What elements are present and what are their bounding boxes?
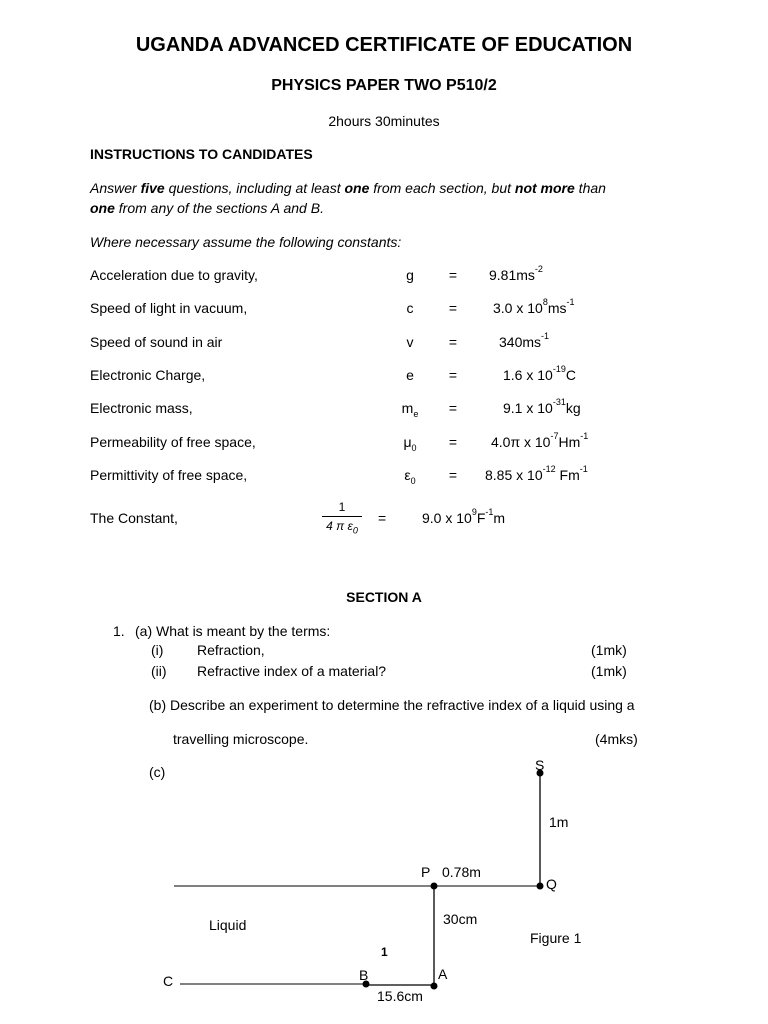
- value-sup: -19: [552, 364, 566, 374]
- point-P: [431, 883, 438, 890]
- point-A: [431, 983, 438, 990]
- label-S: S: [535, 757, 545, 773]
- value-sup: 9: [471, 507, 477, 517]
- q1-part-c: (c): [149, 764, 166, 780]
- label-mark-1: 1: [381, 945, 388, 959]
- label-depth: 30cm: [443, 911, 478, 927]
- q1-a-i-marks: (1mk): [591, 642, 627, 658]
- constant-equals: =: [448, 334, 458, 350]
- label-liquid: Liquid: [209, 917, 247, 933]
- constant-name: Speed of light in vacuum,: [90, 300, 248, 316]
- q1-part-a: (a) What is meant by the terms:: [135, 623, 331, 639]
- denominator-text: 4 π ε: [326, 519, 353, 533]
- value-suffix: kg: [565, 400, 581, 416]
- value-sup: 8: [542, 297, 548, 307]
- q1-a-i-num: (i): [151, 642, 164, 658]
- symbol-text: μ: [403, 434, 412, 450]
- q1-part-b-line2: travelling microscope.: [173, 731, 309, 747]
- instr-text: than: [574, 180, 606, 196]
- label-Q: Q: [546, 876, 557, 892]
- fraction-numerator: 1: [338, 500, 346, 514]
- constant-equals: =: [448, 467, 458, 483]
- instr-text: questions, including at least: [164, 180, 345, 196]
- q1-part-b-marks: (4mks): [595, 731, 638, 747]
- constant-equals: =: [448, 400, 458, 416]
- constant-name: Permittivity of free space,: [90, 467, 248, 483]
- symbol-text: c: [406, 300, 414, 316]
- value-value: 1.6 x 10: [503, 367, 553, 383]
- q1-part-b-line1: (b) Describe an experiment to determine the refractive index of a liquid using a: [149, 697, 635, 713]
- constant-name: Acceleration due to gravity,: [90, 267, 258, 283]
- paper-title: PHYSICS PAPER TWO P510/2: [271, 77, 497, 94]
- label-dist-BA: 15.6cm: [377, 988, 423, 1004]
- value-sup2: -1: [566, 297, 575, 307]
- label-dist-SQ: 1m: [549, 814, 569, 830]
- instr-bold: five: [140, 180, 165, 196]
- label-A: A: [438, 966, 448, 982]
- value-sup: -12: [542, 464, 556, 474]
- exam-title: UGANDA ADVANCED CERTIFICATE OF EDUCATION: [135, 34, 633, 56]
- constant-equals: =: [448, 300, 458, 316]
- instructions-heading: INSTRUCTIONS TO CANDIDATES: [90, 146, 313, 162]
- instr-text: Answer: [90, 180, 141, 196]
- value-sup2: -1: [580, 431, 589, 441]
- q1-number: 1.: [113, 623, 125, 639]
- instr-bold: one: [90, 200, 115, 216]
- symbol-sub: 0: [411, 442, 417, 453]
- label-B: B: [359, 967, 369, 983]
- figure-caption: Figure 1: [530, 930, 582, 946]
- label-C: C: [163, 973, 174, 989]
- value-value: 9.1 x 10: [503, 400, 553, 416]
- constant-name: Permeability of free space,: [90, 434, 256, 450]
- value-suffix: Fm: [555, 467, 580, 483]
- constant-name: Electronic mass,: [90, 400, 193, 416]
- instr-text: from each section, but: [369, 180, 515, 196]
- value-value: 9.81ms: [489, 267, 535, 283]
- constant-label: The Constant,: [90, 510, 178, 526]
- value-suffix: C: [565, 367, 576, 383]
- constant-equals: =: [448, 267, 458, 283]
- instr-text: from any of the sections A and B.: [114, 200, 324, 216]
- section-heading: SECTION A: [346, 589, 422, 605]
- constant-name: Speed of sound in air: [90, 334, 223, 350]
- instr-bold: one: [344, 180, 370, 196]
- value-sup: -2: [534, 264, 543, 274]
- symbol-sub: e: [413, 408, 419, 419]
- constant-equals: =: [448, 367, 458, 383]
- label-P: P: [421, 864, 431, 880]
- value-value: 340ms: [499, 334, 542, 350]
- constants-intro: Where necessary assume the following constants:: [90, 234, 402, 250]
- constant-name: Electronic Charge,: [90, 367, 206, 383]
- value-unit2: m: [493, 510, 506, 526]
- value-sup: -1: [541, 331, 550, 341]
- constant-equals: =: [448, 434, 458, 450]
- symbol-text: g: [406, 267, 414, 283]
- value-value: 4.0π x 10: [491, 434, 551, 450]
- value-text: 9.0 x 10: [422, 510, 472, 526]
- denominator-sub: 0: [352, 525, 358, 536]
- value-sup2: -1: [579, 464, 588, 474]
- value-suffix: Hm: [558, 434, 581, 450]
- q1-a-i-text: Refraction,: [197, 642, 265, 658]
- value-unit: F: [476, 510, 486, 526]
- value-sup: -7: [550, 431, 559, 441]
- q1-a-ii-text: Refractive index of a material?: [197, 663, 387, 679]
- instr-bold: not more: [514, 180, 575, 196]
- duration: 2hours 30minutes: [328, 113, 440, 129]
- value-value: 8.85 x 10: [485, 467, 543, 483]
- symbol-text: e: [406, 367, 414, 383]
- symbol-sub: 0: [410, 475, 416, 486]
- q1-a-ii-marks: (1mk): [591, 663, 627, 679]
- value-sup: -31: [552, 397, 566, 407]
- value-suffix: ms: [547, 300, 567, 316]
- symbol-text: ε: [404, 467, 411, 483]
- constant-equals: =: [378, 510, 387, 526]
- value-unit-sup: -1: [485, 507, 494, 517]
- point-Q: [537, 883, 544, 890]
- symbol-text: m: [401, 400, 414, 416]
- label-dist-PQ: 0.78m: [442, 864, 481, 880]
- q1-a-ii-num: (ii): [151, 663, 167, 679]
- value-value: 3.0 x 10: [493, 300, 543, 316]
- symbol-text: v: [406, 334, 414, 350]
